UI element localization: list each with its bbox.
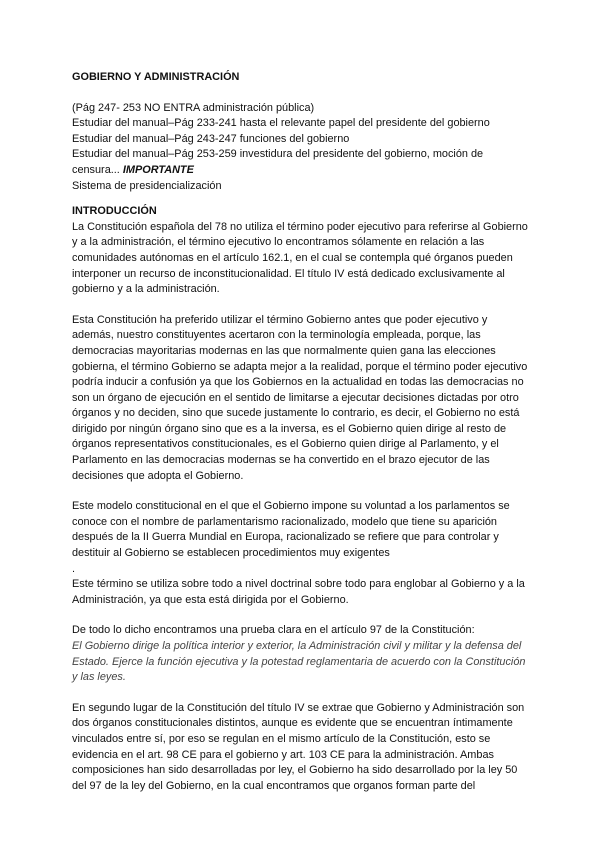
note-line: (Pág 247- 253 NO ENTRA administración pública) [72,101,315,114]
note-line: Estudiar del manual–Pág 253-259 investidura del presidente del gobierno, moción de [72,148,484,161]
paragraph-4: Este término se utiliza sobre todo a nivel doctrinal sobre todo para englobar al Gobierno y a la Administración, ya que esta está dirigida por el Gobierno. [72,578,525,606]
article-97-quote: El Gobierno dirige la política interior y exterior, la Administración civil y militar y la defensa del Estado. Ejerce la función ejecutiva y la potestad reglamentaria de acuerdo con la Constitución y las leyes. [72,640,526,684]
paragraph-3: Este modelo constitucional en el que el Gobierno impone su voluntad a los parlamentos se conoce con el nombre de parlamentarismo racionalizado, modelo que tiene su aparición después de la II Guerra Mundial en Europa, racionalizado se refiere que para controlar y destituir al Gobierno se establecen procedimientos muy exigentes [72,500,510,560]
note-line: Estudiar del manual–Pág 243-247 funciones del gobierno [72,132,350,145]
note-line-importante [72,163,532,179]
document-body [72,70,532,794]
paragraph-1: La Constitución española del 78 no utiliza el término poder ejecutivo para referirse al Gobierno y a la administración, el término ejecutivo lo encontramos sólamente en relación a las comunidades autónomas en el artículo 162.1, en el cual se contempla qué órganos pueden interponer un recurso de inconstitucionalidad. El título IV está dedicado exclusivamente al gobierno y a la administración. [72,220,528,296]
paragraph-2: Esta Constitución ha preferido utilizar el término Gobierno antes que poder ejecutivo y además, nuestro constituyentes acertaron con la terminología empleada, porque, las democracias mayoritarias modernas en las que normalmente quien gana las elecciones gobierna, el término Gobierno se adapta mejor a la realidad, porque el término poder ejecutivo podría inducir a confusión ya que los Gobiernos en la actualidad en todas las democracias no son un órgano de ejecución en el sentido de limitarse a ejecutar decisiones dictadas por otro órganos y no deciden, sino que sucede justamente lo contrario, es decir, el Gobierno no está dirigido por ningún órgano sino que es a la inversa, es el Gobierno quien dirige al resto de órganos representativos constitucionales, es el Gobierno quien dirige al Parlamento, y el Parlamento en las democracias modernas se ha convertido en el brazo ejecutor de las decisiones que adopta el Gobierno. [72,313,528,482]
study-notes [72,101,532,195]
document-title: GOBIERNO Y ADMINISTRACIÓN [72,71,240,83]
stray-period: . [72,562,76,575]
note-line-prefix: censura... [72,163,123,176]
paragraph-5: De todo lo dicho encontramos una prueba clara en el artículo 97 de la Constitución: [72,624,475,637]
note-line: Sistema de presidencialización [72,179,222,192]
importante-label: IMPORTANTE [122,163,194,176]
section-heading-introduccion: INTRODUCCIÓN [72,205,157,218]
paragraph-6: En segundo lugar de la Constitución del título IV se extrae que Gobierno y Administración son dos órganos constitucionales distintos, aunque es evidente que se encuentran íntimamente vinculados entre sí, por eso se regulan en el mismo artículo de la Constitución, esto se evidencia en el art. 98 CE para el gobierno y art. 103 CE para la administración. Ambas composiciones han sido desarrolladas por ley, el Gobierno ha sido desarrollado por la ley 50 del 97 de la ley del Gobierno, en la cual encontramos que organos forman parte del [72,701,525,792]
note-line: Estudiar del manual–Pág 233-241 hasta el relevante papel del presidente del gobierno [72,117,490,130]
